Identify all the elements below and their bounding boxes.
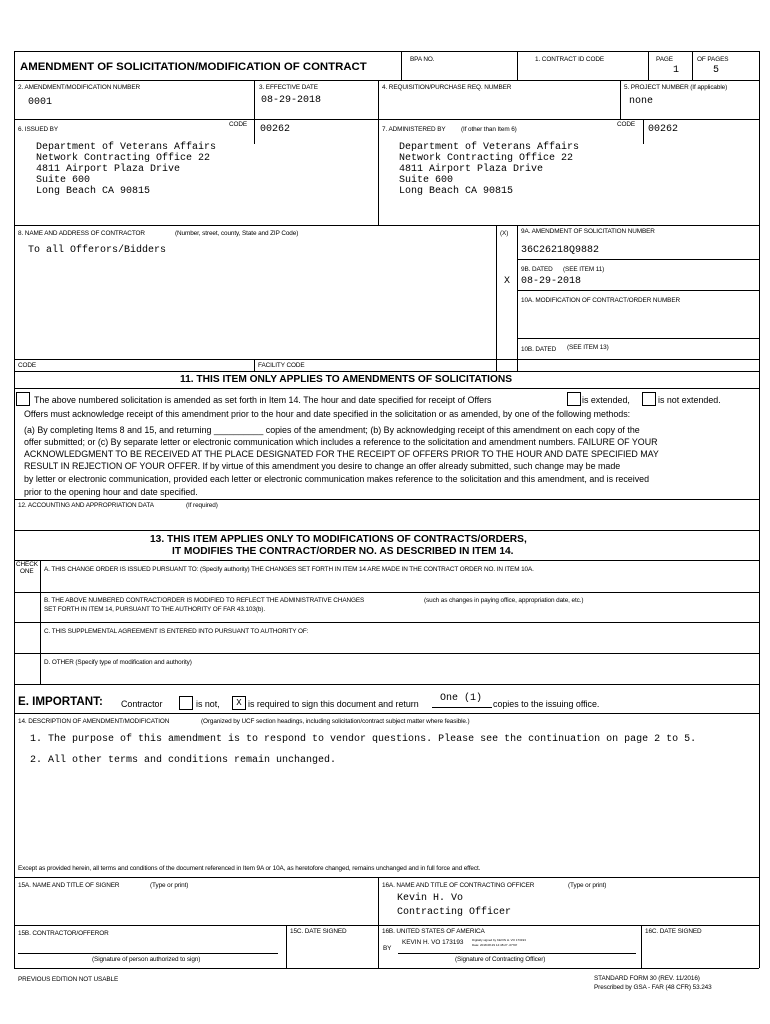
form-title: AMENDMENT OF SOLICITATION/MODIFICATION OF CONTRACT xyxy=(20,61,367,73)
rule xyxy=(14,119,759,120)
item8-label: 8. NAME AND ADDRESS OF CONTRACTOR xyxy=(18,230,145,237)
item5-value: none xyxy=(629,96,654,107)
rule xyxy=(496,225,497,371)
item13d-text: D. OTHER (Specify type of modification and authority) xyxy=(44,659,192,666)
item3-value: 08-29-2018 xyxy=(261,95,322,106)
item12-note: (If required) xyxy=(186,502,218,509)
rule xyxy=(14,51,15,968)
item14-label: 14. DESCRIPTION OF AMENDMENT/MODIFICATION xyxy=(18,718,170,725)
is-not-checkbox[interactable] xyxy=(179,696,193,710)
officer-name: Kevin H. Vo xyxy=(397,893,464,904)
check-one-label: ONE xyxy=(20,568,34,575)
rule xyxy=(759,51,760,968)
section11-paragraph-line: Offers must acknowledge receipt of this amendment prior to the hour and date specified in the solicitation or as amended, by one of the following methods: xyxy=(24,409,631,419)
rule xyxy=(40,560,41,684)
issued-by-line: Long Beach CA 90815 xyxy=(36,186,151,197)
item9a-label: 9A. AMENDMENT OF SOLICITATION NUMBER xyxy=(521,228,655,235)
section11-paragraph-line: ACKNOWLEDGMENT TO BE RECEIVED AT THE PLACE DESIGNATED FOR THE RECEIPT OF OFFERS PRIOR TO THE HOUR AND DATE SPECIFIED MAY xyxy=(24,449,659,459)
item9b-checkmark: X xyxy=(504,276,511,287)
not-extended-checkbox[interactable] xyxy=(642,392,656,406)
contractor-signature-caption: (Signature of person authorized to sign) xyxy=(92,956,201,963)
item6-code-label: CODE xyxy=(229,121,248,128)
is-required-label: is required to sign this document and return xyxy=(248,699,419,709)
rule xyxy=(254,359,255,371)
issued-by-line: Network Contracting Office 22 xyxy=(36,153,211,164)
not-extended-label: is not extended. xyxy=(658,395,721,405)
item9b-value: 08-29-2018 xyxy=(521,276,582,287)
rule xyxy=(14,359,759,360)
administered-by-line: Department of Veterans Affairs xyxy=(399,142,580,153)
page-label: PAGE xyxy=(656,56,673,63)
rule xyxy=(14,622,759,623)
section11-paragraph-line: RESULT IN REJECTION OF YOUR OFFER. If by virtue of this amendment you desire to change an offer already submitted, such change may be made xyxy=(24,461,621,471)
section13-title-line1: 13. THIS ITEM APPLIES ONLY TO MODIFICATIONS OF CONTRACTS/ORDERS, xyxy=(150,534,527,545)
rule xyxy=(14,560,759,561)
rule xyxy=(14,968,759,969)
item15a-label: 15A. NAME AND TITLE OF SIGNER xyxy=(18,882,120,889)
page-number: 1 xyxy=(673,65,680,76)
copies-value: One (1) xyxy=(440,693,483,704)
rule xyxy=(14,530,759,531)
item4-label: 4. REQUISITION/PURCHASE REQ. NUMBER xyxy=(382,84,512,91)
item13a-text: A. THIS CHANGE ORDER IS ISSUED PURSUANT TO: (Specify authority) THE CHANGES SET FORTH IN ITEM 14 ARE MADE IN THE CONTRACT ORDER NO. IN ITEM 10A. xyxy=(44,566,534,573)
rule xyxy=(14,877,759,878)
item10b-note: (SEE ITEM 13) xyxy=(567,344,609,351)
by-label: BY xyxy=(383,945,392,952)
item3-label: 3. EFFECTIVE DATE xyxy=(259,84,318,91)
rule xyxy=(692,51,693,80)
issued-by-line: 4811 Airport Plaza Drive xyxy=(36,164,181,175)
officer-signature-line[interactable] xyxy=(398,953,636,954)
rule xyxy=(14,225,759,226)
rule xyxy=(14,684,759,685)
administered-by-line: Suite 600 xyxy=(399,175,454,186)
digital-signature-name: KEVIN H. VO 173193 xyxy=(402,939,464,946)
item9a-value: 36C26218Q9882 xyxy=(521,245,600,256)
section11-paragraph-line: prior to the opening hour and date specified. xyxy=(24,487,198,497)
item15b-label: 15B. CONTRACTOR/OFFEROR xyxy=(18,930,109,937)
rule xyxy=(14,653,759,654)
item14-line: 2. All other terms and conditions remain unchanged. xyxy=(30,755,337,766)
section11-paragraph-line: offer submitted; or (c) By separate letter or electronic communication which includes a reference to the solicitation and amendment numbers. FAILURE OF YOUR xyxy=(24,437,658,447)
item10a-label: 10A. MODIFICATION OF CONTRACT/ORDER NUMBER xyxy=(521,297,681,304)
item15a-type-or-print: (Type or print) xyxy=(150,882,189,889)
of-pages-value: 5 xyxy=(713,65,720,76)
code-label: CODE xyxy=(18,362,37,369)
item12-label: 12. ACCOUNTING AND APPROPRIATION DATA xyxy=(18,502,154,509)
issued-by-line: Department of Veterans Affairs xyxy=(36,142,217,153)
item14-note: (Organized by UCF section headings, including solicitation/contract subject matter where feasible.) xyxy=(201,718,470,725)
item6-code: 00262 xyxy=(260,124,291,135)
administered-by-line: Network Contracting Office 22 xyxy=(399,153,574,164)
important-label: E. IMPORTANT: xyxy=(18,695,103,708)
x-column-label: (X) xyxy=(500,230,509,237)
rule xyxy=(401,51,402,80)
item15c-label: 15C. DATE SIGNED xyxy=(290,928,347,935)
item7-code: 00262 xyxy=(648,124,679,135)
rule xyxy=(254,80,255,144)
item8-note: (Number, street, county, State and ZIP Code) xyxy=(175,230,299,237)
item14-line: 1. The purpose of this amendment is to respond to vendor questions. Please see the continuation on page 2 to 5. xyxy=(30,734,697,745)
item13b-note: (such as changes in paying office, appropriation date, etc.) xyxy=(424,597,584,604)
rule xyxy=(378,80,379,225)
item2-label: 2. AMENDMENT/MODIFICATION NUMBER xyxy=(18,84,141,91)
rule xyxy=(648,51,649,80)
prescribed-by: Prescribed by GSA - FAR (48 CFR) 53.243 xyxy=(594,984,712,991)
item13a-checkbox[interactable] xyxy=(22,579,32,589)
rule xyxy=(286,925,287,968)
check-one-label: CHECK xyxy=(16,561,38,568)
rule xyxy=(517,338,759,339)
administered-by-line: Long Beach CA 90815 xyxy=(399,186,514,197)
item6-label: 6. ISSUED BY xyxy=(18,126,58,133)
solicitation-amended-checkbox[interactable] xyxy=(16,392,30,406)
rule xyxy=(517,51,518,80)
section11-line1: The above numbered solicitation is amended as set forth in Item 14. The hour and date specified for receipt of Offers xyxy=(34,395,492,405)
item9b-note: (SEE ITEM 11) xyxy=(563,266,605,273)
digital-signature-detail: Date: 2018.08.29 14:48:27 -07'00' xyxy=(472,943,518,947)
section13-title-line2: IT MODIFIES THE CONTRACT/ORDER NO. AS DESCRIBED IN ITEM 14. xyxy=(172,546,514,557)
rule xyxy=(517,225,518,371)
except-text: Except as provided herein, all terms and conditions of the document referenced in Item 9A or 10A, as heretofore changed, remains unchanged and in full force and effect. xyxy=(18,865,481,872)
of-pages-label: OF PAGES xyxy=(697,56,729,63)
rule xyxy=(14,80,759,81)
item7-note: (If other than Item 6) xyxy=(461,126,517,133)
rule xyxy=(14,371,759,372)
rule xyxy=(620,80,621,119)
item16a-type-or-print: (Type or print) xyxy=(568,882,607,889)
digital-signature-detail: Digitally signed by KEVIN H. VO 173193 xyxy=(472,938,526,942)
item13b-text: B. THE ABOVE NUMBERED CONTRACT/ORDER IS MODIFIED TO REFLECT THE ADMINISTRATIVE CHANGES xyxy=(44,597,365,604)
rule xyxy=(14,499,759,500)
rule xyxy=(641,925,642,968)
item2-value: 0001 xyxy=(28,97,53,108)
officer-signature-caption: (Signature of Contracting Officer) xyxy=(455,956,546,963)
rule xyxy=(517,290,759,291)
contractor-signature-line[interactable] xyxy=(18,953,278,954)
section11-paragraph-line: by letter or electronic communication, provided each letter or electronic communication makes reference to the solicitation and this amendment, and is received xyxy=(24,474,650,484)
rule xyxy=(378,877,379,968)
item10b-label: 10B. DATED xyxy=(521,346,557,353)
item16c-label: 16C. DATE SIGNED xyxy=(645,928,702,935)
item9b-label: 9B. DATED xyxy=(521,266,553,273)
rule xyxy=(517,259,759,260)
issued-by-line: Suite 600 xyxy=(36,175,91,186)
section11-title: 11. THIS ITEM ONLY APPLIES TO AMENDMENTS OF SOLICITATIONS xyxy=(180,374,513,385)
contract-id-label: 1. CONTRACT ID CODE xyxy=(535,56,604,63)
item16b-label: 16B. UNITED STATES OF AMERICA xyxy=(382,928,485,935)
copies-underline xyxy=(432,707,492,708)
officer-title: Contracting Officer xyxy=(397,907,512,918)
rule xyxy=(14,592,759,593)
item5-label: 5. PROJECT NUMBER (If applicable) xyxy=(624,84,728,91)
item16a-label: 16A. NAME AND TITLE OF CONTRACTING OFFICER xyxy=(382,882,535,889)
standard-form-number: STANDARD FORM 30 (REV. 11/2016) xyxy=(594,975,700,982)
important-contractor: Contractor xyxy=(121,699,163,709)
item8-value: To all Offerors/Bidders xyxy=(28,245,167,256)
item7-label: 7. ADMINISTERED BY xyxy=(382,126,446,133)
extended-label: is extended, xyxy=(582,395,630,405)
rule xyxy=(14,388,759,389)
facility-code-label: FACILITY CODE xyxy=(258,362,305,369)
rule xyxy=(14,925,759,926)
is-required-checkbox[interactable]: X xyxy=(232,696,246,710)
previous-edition-note: PREVIOUS EDITION NOT USABLE xyxy=(18,976,119,983)
extended-checkbox[interactable] xyxy=(567,392,581,406)
section11-paragraph-line: (a) By completing Items 8 and 15, and returning __________ copies of the amendment; (b) By acknowledging receipt of this amendment on each copy of the xyxy=(24,425,640,435)
item7-code-label: CODE xyxy=(617,121,636,128)
is-not-label: is not, xyxy=(196,699,220,709)
item13c-text: C. THIS SUPPLEMENTAL AGREEMENT IS ENTERED INTO PURSUANT TO AUTHORITY OF: xyxy=(44,628,309,635)
item13b-text-2: SET FORTH IN ITEM 14, PURSUANT TO THE AUTHORITY OF FAR 43.103(b). xyxy=(44,606,266,613)
rule xyxy=(643,119,644,144)
bpa-no-label: BPA NO. xyxy=(410,56,435,63)
copies-tail: copies to the issuing office. xyxy=(493,699,600,709)
rule xyxy=(14,713,759,714)
administered-by-line: 4811 Airport Plaza Drive xyxy=(399,164,544,175)
